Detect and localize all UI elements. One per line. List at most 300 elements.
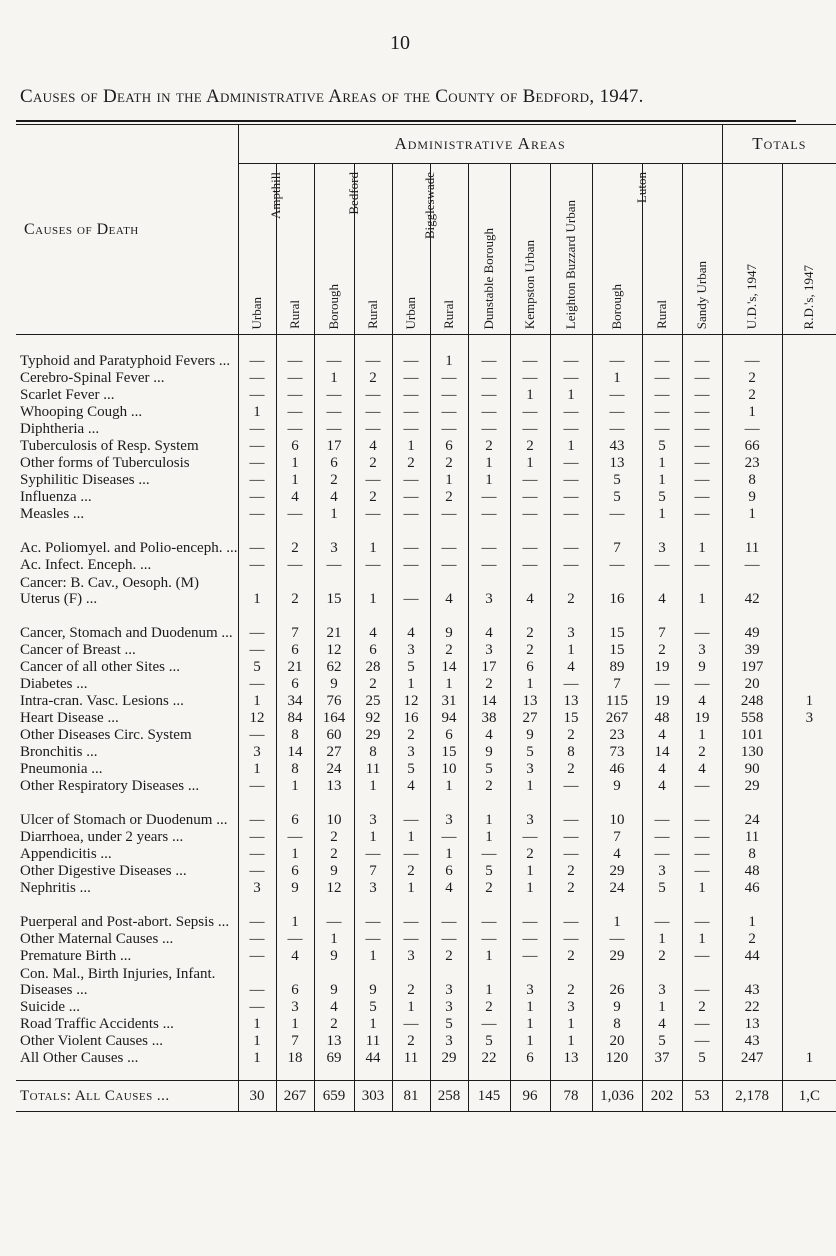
- cell-value: [782, 930, 836, 947]
- cell-value: 15: [314, 573, 354, 607]
- table-row: [16, 896, 836, 930]
- cell-value: 1: [642, 471, 682, 488]
- cell-value: 8: [722, 845, 782, 862]
- cause-label: Other Maternal Causes ...: [20, 931, 174, 947]
- cell-value: —: [642, 828, 682, 845]
- cell-value: 13: [550, 692, 592, 709]
- cell-value: 4: [468, 607, 510, 641]
- cell-value: 9: [682, 658, 722, 675]
- cell-value: 1: [392, 879, 430, 896]
- cell-value: —: [238, 845, 276, 862]
- column-header-4: [392, 164, 437, 335]
- cell-value: 27: [510, 709, 550, 726]
- cell-value: 1: [592, 896, 642, 930]
- cell-value: 1: [550, 386, 592, 403]
- cell-value: 66: [722, 437, 782, 454]
- cause-label: Suicide ...: [20, 999, 80, 1015]
- column-label: Leighton Buzzard Urban: [563, 199, 578, 329]
- cause-label: Cancer, Stomach and Duodenum ...: [20, 625, 233, 641]
- cause-label: Premature Birth ...: [20, 948, 132, 964]
- cell-value: 5: [392, 658, 430, 675]
- cell-value: 3: [510, 964, 550, 998]
- cell-value: 24: [592, 879, 642, 896]
- cell-value: 1: [354, 522, 392, 556]
- table-row: [16, 522, 836, 556]
- cell-value: 1: [510, 777, 550, 794]
- cell-value: 1: [510, 386, 550, 403]
- cause-label: Ac. Infect. Enceph. ...: [20, 557, 152, 573]
- cell-value: 120: [592, 1049, 642, 1066]
- cell-value: [782, 726, 836, 743]
- table-row: [16, 879, 836, 896]
- table-row: [16, 1032, 836, 1049]
- cell-value: —: [510, 828, 550, 845]
- cell-value: 11: [392, 1049, 430, 1066]
- table-row: [16, 1049, 836, 1066]
- cell-value: 2: [722, 386, 782, 403]
- page-title: Causes of Death in the Administrative Areas of the County of Bedford, 1947.: [20, 86, 644, 107]
- spacer-cell: [510, 1066, 550, 1081]
- cell-value: 8: [354, 743, 392, 760]
- cell-value: —: [392, 403, 430, 420]
- cell-value: 38: [468, 709, 510, 726]
- cell-value: —: [430, 556, 468, 573]
- cell-value: 2: [430, 488, 468, 505]
- cell-value: 28: [354, 658, 392, 675]
- cell-value: 17: [468, 658, 510, 675]
- column-label: Borough: [326, 283, 341, 329]
- cell-value: —: [682, 386, 722, 403]
- cell-value: 2: [354, 454, 392, 471]
- cell-value: 1: [468, 964, 510, 998]
- cell-value: 6: [314, 454, 354, 471]
- cell-value: 6: [276, 641, 314, 658]
- cell-value: 8: [722, 471, 782, 488]
- cell-value: 1: [276, 896, 314, 930]
- cell-value: 9: [722, 488, 782, 505]
- cell-value: [782, 862, 836, 879]
- cell-value: —: [392, 845, 430, 862]
- cell-value: —: [238, 522, 276, 556]
- cell-value: —: [642, 845, 682, 862]
- cell-value: [782, 1015, 836, 1032]
- cell-value: 2: [550, 726, 592, 743]
- cell-value: 247: [722, 1049, 782, 1066]
- column-header-7: [510, 164, 550, 335]
- cell-value: —: [592, 335, 642, 370]
- cell-value: —: [430, 403, 468, 420]
- cell-value: —: [430, 386, 468, 403]
- total-value: 30: [238, 1081, 276, 1112]
- cell-value: 101: [722, 726, 782, 743]
- cell-value: —: [238, 641, 276, 658]
- cell-value: —: [238, 386, 276, 403]
- cell-value: —: [510, 556, 550, 573]
- cell-value: 1: [238, 692, 276, 709]
- cell-value: —: [468, 845, 510, 862]
- cell-value: —: [238, 471, 276, 488]
- cell-value: 48: [722, 862, 782, 879]
- cell-value: 2: [550, 964, 592, 998]
- cell-value: 1: [682, 930, 722, 947]
- cell-value: [782, 641, 836, 658]
- cell-value: —: [682, 471, 722, 488]
- cell-value: —: [550, 488, 592, 505]
- cell-value: [782, 760, 836, 777]
- cell-value: 9: [468, 743, 510, 760]
- cell-value: 2: [354, 675, 392, 692]
- cell-value: —: [642, 675, 682, 692]
- cell-value: —: [642, 556, 682, 573]
- table-row: [16, 862, 836, 879]
- cell-value: —: [510, 522, 550, 556]
- column-header-2: [314, 164, 361, 335]
- cell-value: —: [238, 777, 276, 794]
- cell-value: 1: [510, 1032, 550, 1049]
- cell-value: 5: [642, 879, 682, 896]
- cell-value: [782, 947, 836, 964]
- cell-value: 5: [238, 658, 276, 675]
- cell-value: —: [682, 845, 722, 862]
- cell-value: —: [430, 522, 468, 556]
- cell-value: —: [550, 335, 592, 370]
- cell-value: 26: [592, 964, 642, 998]
- cell-value: 1: [354, 1015, 392, 1032]
- cell-value: —: [430, 930, 468, 947]
- spacer-cell: [238, 1066, 276, 1081]
- cell-value: —: [682, 505, 722, 522]
- cell-value: 37: [642, 1049, 682, 1066]
- cell-value: —: [238, 930, 276, 947]
- cell-value: 2: [430, 947, 468, 964]
- cell-value: 19: [682, 709, 722, 726]
- cell-value: 1: [276, 454, 314, 471]
- cell-value: 3: [782, 709, 836, 726]
- cell-value: 6: [430, 862, 468, 879]
- cell-value: 4: [430, 879, 468, 896]
- column-header-5: [430, 164, 468, 335]
- cell-value: —: [238, 420, 276, 437]
- cell-value: 3: [276, 998, 314, 1015]
- cell-value: 2: [276, 573, 314, 607]
- cell-value: —: [592, 505, 642, 522]
- cell-value: —: [510, 488, 550, 505]
- cell-value: —: [550, 930, 592, 947]
- column-label: R.D.'s, 1947: [801, 264, 817, 329]
- cell-value: 20: [722, 675, 782, 692]
- cell-value: 24: [314, 760, 354, 777]
- cause-label: Cancer: B. Cav., Oesoph. (M) Uterus (F) ...: [20, 575, 199, 607]
- cell-value: —: [238, 998, 276, 1015]
- cell-value: —: [682, 454, 722, 471]
- cell-value: 62: [314, 658, 354, 675]
- causes-header: Causes of Death: [16, 125, 238, 335]
- cell-value: 2: [314, 845, 354, 862]
- cell-value: 73: [592, 743, 642, 760]
- table-row: [16, 1015, 836, 1032]
- cell-value: 4: [354, 607, 392, 641]
- table-row: [16, 675, 836, 692]
- cell-value: 1: [392, 998, 430, 1015]
- cell-value: 2: [392, 726, 430, 743]
- cell-value: —: [682, 777, 722, 794]
- cell-value: 2: [510, 437, 550, 454]
- cause-label: Other forms of Tuberculosis: [20, 455, 190, 471]
- cell-value: [782, 454, 836, 471]
- table-row: [16, 471, 836, 488]
- cell-value: —: [468, 896, 510, 930]
- cell-value: 1: [468, 794, 510, 828]
- cell-value: 34: [276, 692, 314, 709]
- table-row: [16, 386, 836, 403]
- cell-value: 2: [642, 947, 682, 964]
- cell-value: 7: [642, 607, 682, 641]
- column-label: Dunstable Borough: [481, 227, 496, 329]
- cell-value: [782, 369, 836, 386]
- cell-value: [782, 794, 836, 828]
- cell-value: 42: [722, 573, 782, 607]
- column-header-6: [468, 164, 510, 335]
- cell-value: 69: [314, 1049, 354, 1066]
- cause-label: Puerperal and Post-abort. Sepsis ...: [20, 914, 230, 930]
- cause-label: Other Digestive Diseases ...: [20, 863, 187, 879]
- cell-value: 2: [468, 675, 510, 692]
- cell-value: —: [314, 896, 354, 930]
- cell-value: 3: [392, 641, 430, 658]
- cell-value: —: [238, 556, 276, 573]
- cell-value: 1: [430, 675, 468, 692]
- cell-value: 3: [468, 573, 510, 607]
- page-number: 10: [390, 32, 410, 54]
- cell-value: 1: [642, 998, 682, 1015]
- cell-value: [782, 828, 836, 845]
- cell-value: 2: [550, 760, 592, 777]
- cell-value: —: [314, 420, 354, 437]
- cell-value: 10: [314, 794, 354, 828]
- table-row: [16, 743, 836, 760]
- cell-value: 4: [392, 607, 430, 641]
- cell-value: 76: [314, 692, 354, 709]
- cell-value: 89: [592, 658, 642, 675]
- cell-value: 84: [276, 709, 314, 726]
- cell-value: —: [642, 420, 682, 437]
- column-label: U.D.'s, 1947: [744, 263, 760, 329]
- cell-value: 4: [354, 437, 392, 454]
- cell-value: —: [354, 930, 392, 947]
- table-row: [16, 335, 836, 370]
- cell-value: 2: [314, 1015, 354, 1032]
- cell-value: 1: [238, 760, 276, 777]
- cell-value: —: [392, 335, 430, 370]
- spacer-cell: [682, 1066, 722, 1081]
- cell-value: 3: [430, 794, 468, 828]
- cell-value: —: [314, 556, 354, 573]
- cell-value: 9: [510, 726, 550, 743]
- table-row: [16, 794, 836, 828]
- cell-value: 2: [392, 862, 430, 879]
- cell-value: —: [592, 930, 642, 947]
- cause-label: Cancer of all other Sites ...: [20, 659, 180, 675]
- cell-value: 2: [510, 845, 550, 862]
- cell-value: 1: [392, 828, 430, 845]
- cause-label: Intra-cran. Vasc. Lesions ...: [20, 693, 184, 709]
- spacer-cell: [592, 1066, 642, 1081]
- cell-value: 31: [430, 692, 468, 709]
- cell-value: 23: [722, 454, 782, 471]
- cell-value: 3: [642, 964, 682, 998]
- cell-value: 1: [510, 454, 550, 471]
- cell-value: —: [276, 828, 314, 845]
- cell-value: 1: [276, 845, 314, 862]
- cell-value: [782, 420, 836, 437]
- cause-label: Appendicitis ...: [20, 846, 112, 862]
- cell-value: 60: [314, 726, 354, 743]
- cell-value: 43: [592, 437, 642, 454]
- cell-value: 4: [642, 1015, 682, 1032]
- cell-value: 29: [430, 1049, 468, 1066]
- cell-value: 1: [354, 828, 392, 845]
- cell-value: [782, 403, 836, 420]
- cell-value: 5: [354, 998, 392, 1015]
- cell-value: —: [510, 335, 550, 370]
- cell-value: 267: [592, 709, 642, 726]
- column-label: Urban: [403, 296, 418, 329]
- cell-value: 48: [642, 709, 682, 726]
- cell-value: —: [550, 505, 592, 522]
- cell-value: 1: [354, 777, 392, 794]
- cell-value: 1: [722, 505, 782, 522]
- cell-value: —: [682, 896, 722, 930]
- cell-value: —: [392, 896, 430, 930]
- area-pair-label: Biggleswade: [421, 172, 437, 240]
- cause-label: Diarrhoea, under 2 years ...: [20, 829, 184, 845]
- cell-value: 4: [642, 573, 682, 607]
- cell-value: 22: [468, 1049, 510, 1066]
- cell-value: 4: [642, 760, 682, 777]
- column-label: Rural: [365, 300, 380, 329]
- cell-value: —: [238, 335, 276, 370]
- cell-value: —: [238, 488, 276, 505]
- cell-value: —: [354, 471, 392, 488]
- column-header-0: [238, 164, 283, 335]
- cell-value: 2: [392, 1032, 430, 1049]
- cell-value: 1: [430, 471, 468, 488]
- cell-value: 6: [354, 641, 392, 658]
- cell-value: 1: [722, 896, 782, 930]
- cell-value: 4: [276, 488, 314, 505]
- cell-value: 1: [468, 828, 510, 845]
- cell-value: —: [238, 947, 276, 964]
- cell-value: —: [276, 556, 314, 573]
- cell-value: [782, 607, 836, 641]
- cell-value: 24: [722, 794, 782, 828]
- cell-value: 46: [722, 879, 782, 896]
- cell-value: 1: [238, 573, 276, 607]
- cell-value: 6: [276, 675, 314, 692]
- column-label: Rural: [654, 300, 669, 329]
- table-row: [16, 828, 836, 845]
- cell-value: —: [682, 1015, 722, 1032]
- cell-value: 29: [722, 777, 782, 794]
- cell-value: 23: [592, 726, 642, 743]
- table-body: [16, 335, 836, 1112]
- cell-value: —: [592, 556, 642, 573]
- cell-value: 2: [722, 930, 782, 947]
- table-row: [16, 658, 836, 675]
- cell-value: 1: [782, 1049, 836, 1066]
- table-row: [16, 709, 836, 726]
- area-pair-label: Luton: [633, 172, 649, 204]
- cell-value: 9: [314, 862, 354, 879]
- cause-label: Heart Disease ...: [20, 710, 119, 726]
- column-header-11: [682, 164, 722, 335]
- cell-value: —: [276, 386, 314, 403]
- cell-value: [782, 386, 836, 403]
- column-label: Sandy Urban: [694, 260, 710, 329]
- cell-value: 39: [722, 641, 782, 658]
- cell-value: 4: [468, 726, 510, 743]
- cell-value: 43: [722, 1032, 782, 1049]
- cell-value: —: [682, 964, 722, 998]
- cell-value: —: [682, 369, 722, 386]
- cell-value: 3: [550, 607, 592, 641]
- cell-value: 1: [354, 947, 392, 964]
- cell-value: 3: [430, 964, 468, 998]
- cell-value: [782, 845, 836, 862]
- cell-value: 1: [592, 369, 642, 386]
- cell-value: 13: [314, 1032, 354, 1049]
- table-row: [16, 556, 836, 573]
- spacer-cell: [276, 1066, 314, 1081]
- cell-value: [782, 896, 836, 930]
- cell-value: —: [354, 403, 392, 420]
- cause-label: Cancer of Breast ...: [20, 642, 136, 658]
- cell-value: —: [510, 403, 550, 420]
- cell-value: 9: [276, 879, 314, 896]
- cell-value: 14: [642, 743, 682, 760]
- cell-value: 5: [510, 743, 550, 760]
- cell-value: —: [682, 675, 722, 692]
- cell-value: —: [510, 369, 550, 386]
- cell-value: 13: [722, 1015, 782, 1032]
- cell-value: 8: [592, 1015, 642, 1032]
- cell-value: 6: [276, 437, 314, 454]
- cell-value: 27: [314, 743, 354, 760]
- top-rule: [16, 120, 796, 122]
- cell-value: 1: [430, 777, 468, 794]
- cell-value: 1: [682, 573, 722, 607]
- cell-value: 1: [314, 930, 354, 947]
- cell-value: —: [550, 369, 592, 386]
- cell-value: —: [468, 1015, 510, 1032]
- column-header-1: [276, 164, 314, 335]
- cell-value: —: [642, 403, 682, 420]
- cause-label: Measles ...: [20, 506, 85, 522]
- cell-value: 15: [592, 641, 642, 658]
- total-value: 303: [354, 1081, 392, 1112]
- total-value: 258: [430, 1081, 468, 1112]
- cell-value: 25: [354, 692, 392, 709]
- table-row: [16, 641, 836, 658]
- cell-value: 20: [592, 1032, 642, 1049]
- cell-value: 22: [722, 998, 782, 1015]
- table-row: [16, 845, 836, 862]
- cause-label: Tuberculosis of Resp. System: [20, 438, 199, 454]
- column-header-10: [642, 164, 682, 335]
- cause-label: Diabetes ...: [20, 676, 88, 692]
- table-row: [16, 964, 836, 998]
- cell-value: 2: [510, 607, 550, 641]
